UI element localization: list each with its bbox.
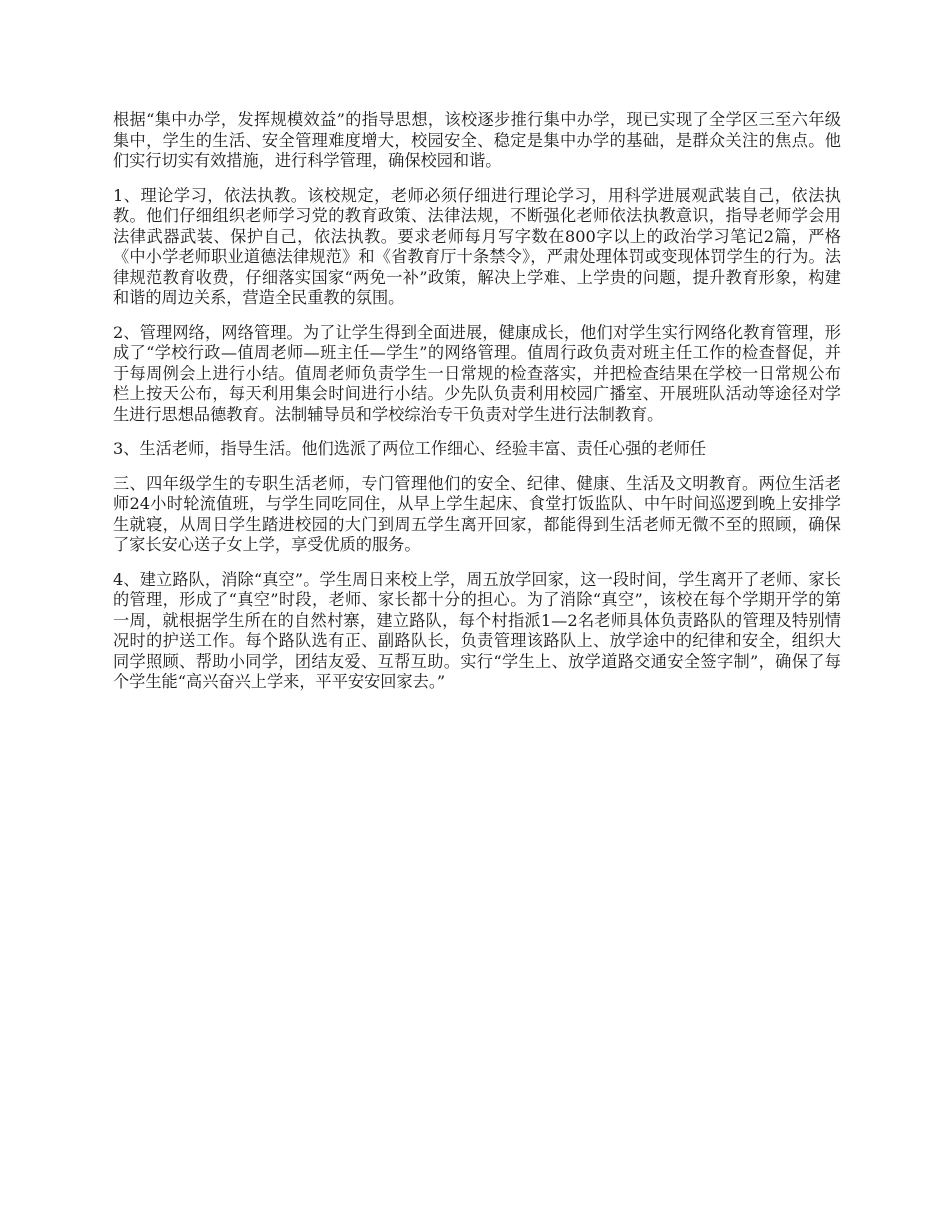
- paragraph-road-team: 4、建立路队，消除“真空”。学生周日来校上学，周五放学回家，这一段时间，学生离开了老师、家长的管理，形成了“真空”时段，老师、家长都十分的担心。为了消除“真空”，该校在每个学期开学的第一周，就根据学生所在的自然村寨，建立路队，每个村指派1—2名老师具体负责路队的管理及特别情况时的护送工作。每个路队选有正、副路队长，负责管理该路队上、放学途中的纪律和安全，组织大同学照顾、帮助小同学，团结友爱、互帮互助。实行“学生上、放学道路交通安全签字制”，确保了每个学生能“高兴奋兴上学来，平平安安回家去。”: [113, 569, 841, 691]
- paragraph-life-teacher: 3、生活老师，指导生活。他们选派了两位工作细心、经验丰富、责任心强的老师任: [113, 439, 707, 458]
- paragraph-intro: 根据“集中办学，发挥规模效益”的指导思想，该校逐步推行集中办学，现已实现了全学区三至六年级集中，学生的生活、安全管理难度增大，校园安全、稳定是集中办学的基础，是群众关注的焦点。他们实行切实有效措施，进行科学管理，确保校园和谐。: [113, 110, 841, 170]
- document-body: [113, 110, 841, 707]
- paragraph-theory-study: 1、理论学习，依法执教。该校规定，老师必须仔细进行理论学习，用科学进展观武装自己，依法执教。他们仔细组织老师学习党的教育政策、法律法规，不断强化老师依法执教意识，指导老师学会用法律武器武装、保护自己，依法执教。要求老师每月写字数在800字以上的政治学习笔记2篇，严格《中小学老师职业道德法律规范》和《省教育厅十条禁令》，严肃处理体罚或变现体罚学生的行为。法律规范教育收费，仔细落实国家“两免一补”政策，解决上学难、上学贵的问题，提升教育形象，构建和谐的周边关系，营造全民重教的氛围。: [113, 185, 841, 307]
- paragraph-life-teacher-cont: 三、四年级学生的专职生活老师，专门管理他们的安全、纪律、健康、生活及文明教育。两位生活老师24小时轮流值班，与学生同吃同住，从早上学生起床、食堂打饭监队、中午时间巡逻到晚上安排学生就寝，从周日学生踏进校园的大门到周五学生离开回家，都能得到生活老师无微不至的照顾，确保了家长安心送子女上学，享受优质的服务。: [113, 473, 841, 554]
- paragraph-network-management: 2、管理网络，网络管理。为了让学生得到全面进展，健康成长，他们对学生实行网络化教育管理，形成了“学校行政—值周老师—班主任—学生”的网络管理。值周行政负责对班主任工作的检查督促，并于每周例会上进行小结。值周老师负责学生一日常规的检查落实，并把检查结果在学校一日常规公布栏上按天公布，每天利用集会时间进行小结。少先队负责利用校园广播室、开展班队活动等途径对学生进行思想品德教育。法制辅导员和学校综治专干负责对学生进行法制教育。: [113, 322, 841, 424]
